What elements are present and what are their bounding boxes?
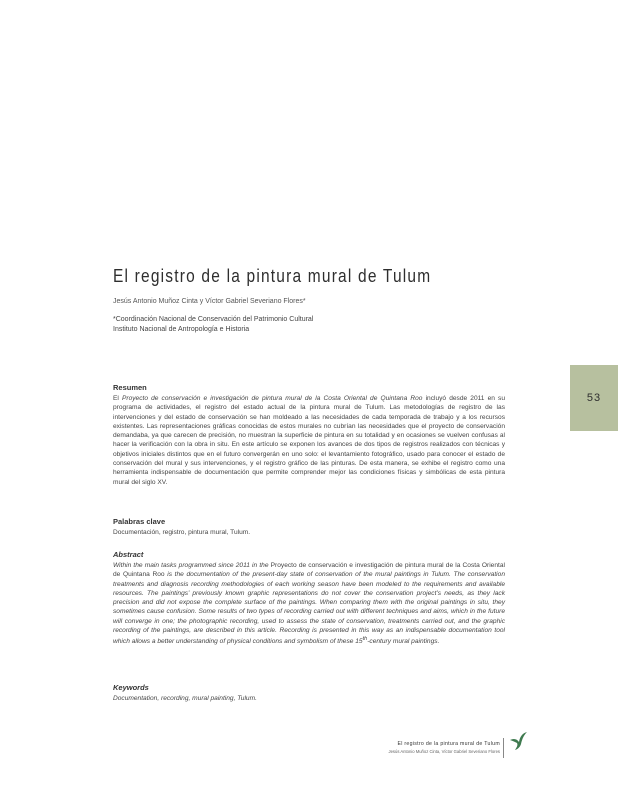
abstract-heading: Abstract [113,550,144,559]
page-number: 53 [586,392,602,404]
keywords-text: Documentation, recording, mural painting, Tulum. [113,695,257,702]
footer-divider [503,738,504,758]
page-number-tab [570,365,618,431]
abstract-text-c: -century mural paintings. [367,638,440,646]
affiliation-line-2: Instituto Nacional de Antropología e Historia [113,325,250,333]
abstract-text-a: Within the main tasks programmed since 2011 in the [113,562,271,569]
abstract-text [113,561,505,647]
bird-logo-icon [508,730,530,752]
abstract-text-b: is the documentation of the present-day state of conservation of the mural paintings in Tulum. The conservation treatments and diagnosis recording methodologies of each working season have been modeled to the requirements and available resources. The paintings’ previously known graphic representations do not cover the conservation project’s needs, as they lack precision and did not expose the complete surface of the paintings. When comparing them with the original paintings in situ, they sometimes cause confusion. Some results of two types of recording carried out with different techniques and aims, which in the future will converge in one; the photographic recording, used to assess the state of conservation, treatments carried out, and the graphic recording of the paintings, are described in this article. Recording is presented in this way as an indispensable documentation tool which allows a better understanding of physical conditions and symbolism of these 15 [113,571,505,646]
resumen-section [113,383,505,487]
abstract-superscript: th [362,636,368,643]
abstract-project-name: Proyecto de conservación e investigación de pintura mural de la Costa Oriental de Quintana Roo [113,562,505,579]
resumen-heading: Resumen [113,383,147,392]
affiliation-line-1: *Coordinación Nacional de Conservación del Patrimonio Cultural [113,316,314,323]
abstract-section [113,550,505,647]
keywords-section [113,683,505,703]
palabras-text: Documentación, registro, pintura mural, Tulum. [113,529,251,536]
palabras-section [113,517,505,537]
footer-title: El registro de la pintura mural de Tulum [397,741,500,747]
keywords-heading: Keywords [113,683,149,692]
running-footer [389,741,501,754]
article-authors: Jesús Antonio Muñoz Cinta y Víctor Gabriel Severiano Flores* [113,298,306,305]
resumen-text-b: incluyó desde 2011 en su programa de actividades, el registro del estado actual de la pintura mural de Tulum. Las metodologías de registro de las intervenciones y del estado de conservación se han moldeado a las necesidades de cada temporada de trabajo y a los recursos existentes. Las representaciones gráficas conocidas de estos murales no cubrían las necesidades que el proyecto de conservación demandaba, ya que carecen de precisión, no muestran la superficie de pintura en su totalidad y en ocasiones se vuelven confusas al hacer la verificación con la obra in situ. En este artículo se exponen los avances de dos tipos de registros realizados con técnicas y objetivos iniciales distintos que en el futuro convergerán en uno solo: el levantamiento fotográfico, usado para conocer el estado de conservación del mural y sus intervenciones, y el registro gráfico de las pinturas. De esta manera, se exhibe el registro como una herramienta indispensable de documentación que permite comprender mejor las condiciones físicas y simbólicas de esta pintura mural del siglo XV. [113,395,505,486]
resumen-text-a: El [113,395,122,402]
resumen-project-name: Proyecto de conservación e investigación de pintura mural de la Costa Oriental de Quintana Roo [121,395,423,402]
footer-authors: Jesús Antonio Muñoz Cinta, Víctor Gabriel Severiano Flores [388,749,500,754]
affiliation [113,315,313,334]
resumen-text [113,394,505,487]
article-title: El registro de la pintura mural de Tulum [113,266,432,286]
palabras-heading: Palabras clave [113,517,166,526]
